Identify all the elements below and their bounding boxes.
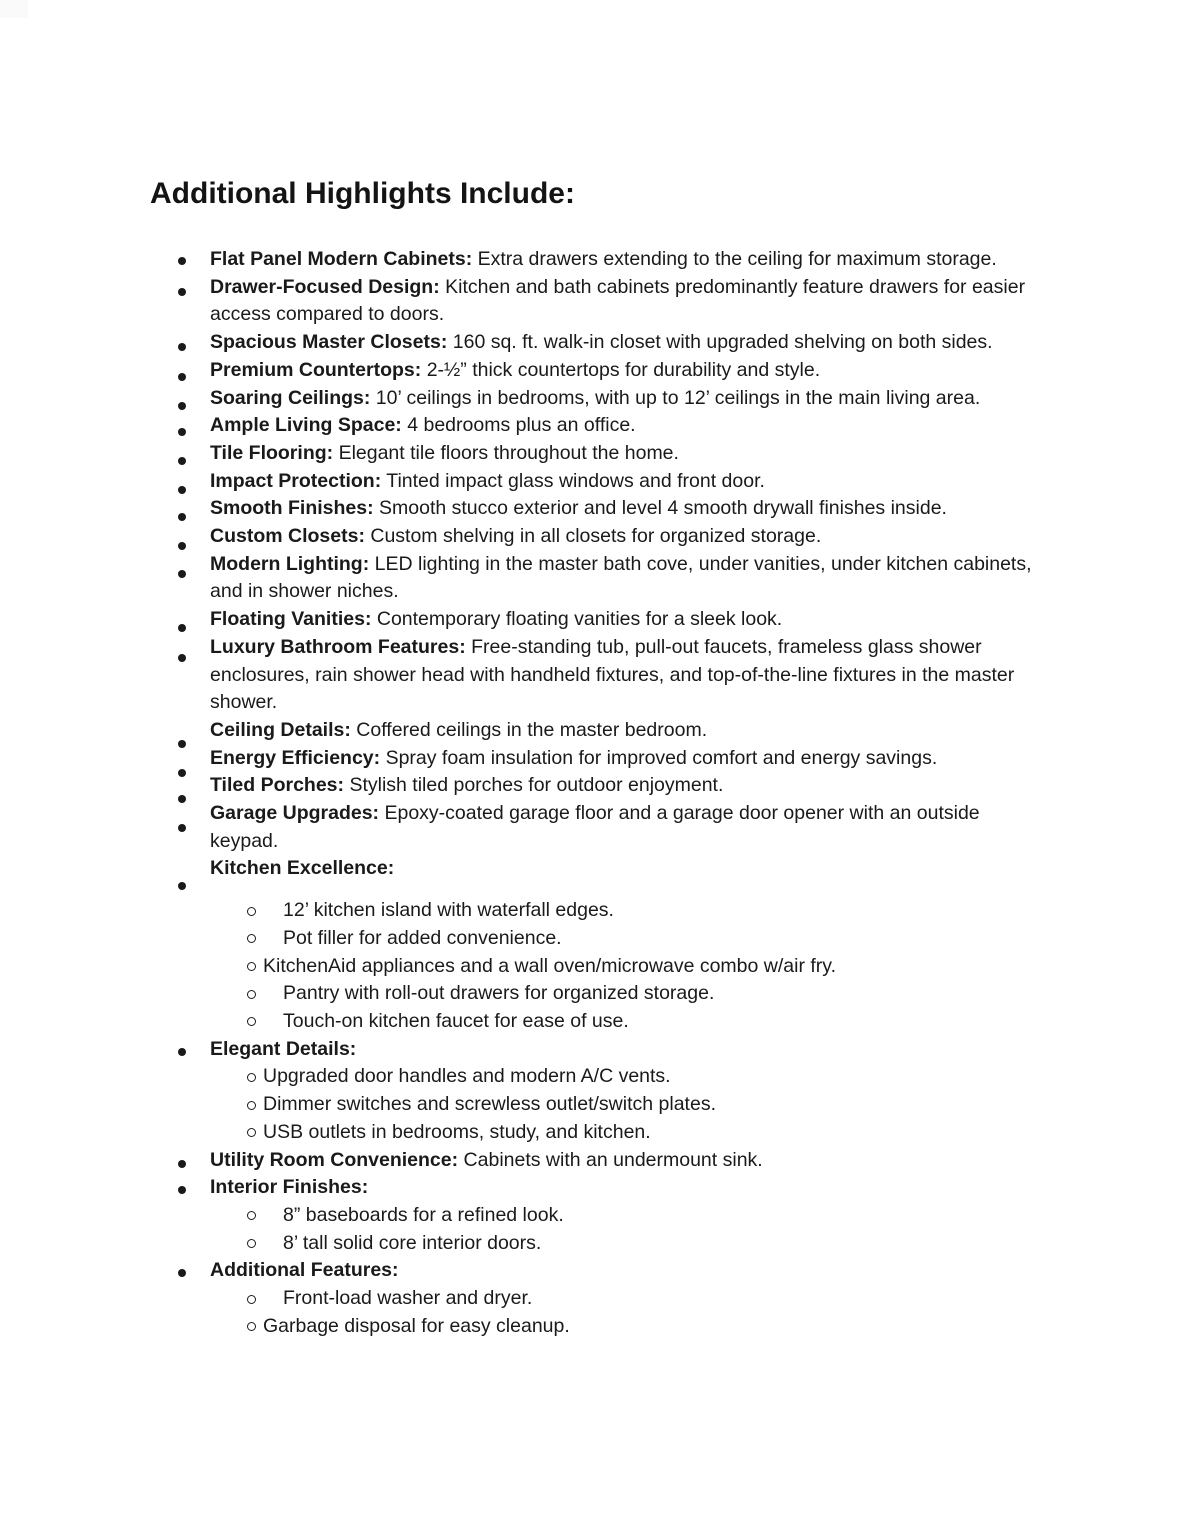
sub-item-text: Dimmer switches and screwless outlet/switch plates. xyxy=(263,1093,716,1116)
item-text: LED lighting in the master bath cove, under vanities, under kitchen cabinets, and in shower niches. xyxy=(210,552,1032,603)
item-text: Custom shelving in all closets for organized storage. xyxy=(370,525,822,548)
item-text: Smooth stucco exterior and level 4 smooth drywall finishes inside. xyxy=(379,497,947,520)
item-text: 4 bedrooms plus an office. xyxy=(407,414,636,437)
bullet-icon xyxy=(178,428,186,436)
sub-list xyxy=(210,1285,1040,1340)
item-text: Stylish tiled porches for outdoor enjoyment. xyxy=(349,774,724,797)
sub-list-item xyxy=(210,1091,1040,1119)
list-item xyxy=(150,717,1040,745)
sub-list-item xyxy=(210,1313,1040,1341)
item-label: Drawer-Focused Design: xyxy=(210,275,440,298)
hollow-bullet-icon xyxy=(247,1101,256,1110)
list-item xyxy=(150,606,1040,634)
hollow-bullet-icon xyxy=(247,962,256,971)
bullet-icon xyxy=(178,1048,186,1056)
item-text: 10’ ceilings in bedrooms, with up to 12’ ceilings in the main living area. xyxy=(375,386,981,409)
bullet-icon xyxy=(178,402,186,410)
hollow-bullet-icon xyxy=(247,990,256,999)
list-item xyxy=(150,745,1040,773)
sub-item-text: 8” baseboards for a refined look. xyxy=(283,1203,564,1226)
sub-item-text: Pot filler for added convenience. xyxy=(283,926,562,949)
item-label: Floating Vanities: xyxy=(210,608,372,631)
list-item xyxy=(150,800,1040,855)
sub-list-item xyxy=(210,980,1040,1008)
list-item xyxy=(150,246,1040,274)
item-label: Kitchen Excellence: xyxy=(210,857,395,880)
sub-item-text: 8’ tall solid core interior doors. xyxy=(283,1231,542,1254)
bullet-icon xyxy=(178,570,186,578)
sub-item-text: Pantry with roll-out drawers for organized storage. xyxy=(283,982,715,1005)
sub-item-text: Garbage disposal for easy cleanup. xyxy=(263,1314,570,1337)
item-label: Interior Finishes: xyxy=(210,1176,369,1199)
sub-list xyxy=(210,1202,1040,1257)
item-label: Flat Panel Modern Cabinets: xyxy=(210,248,473,270)
list-item xyxy=(150,1174,1040,1257)
item-text: 160 sq. ft. walk-in closet with upgraded shelving on both sides. xyxy=(452,331,993,354)
list-item xyxy=(150,274,1040,329)
sub-item-text: USB outlets in bedrooms, study, and kitchen. xyxy=(263,1120,651,1143)
item-text: Contemporary floating vanities for a sleek look. xyxy=(376,608,783,631)
list-item xyxy=(150,1257,1040,1340)
list-item xyxy=(150,1147,1040,1175)
list-item xyxy=(150,551,1040,606)
bullet-icon xyxy=(178,654,186,662)
sub-list xyxy=(210,1063,1040,1146)
highlights-list xyxy=(150,246,1040,1340)
bullet-icon xyxy=(178,343,186,351)
hollow-bullet-icon xyxy=(247,1128,256,1137)
sub-item-text: Touch-on kitchen faucet for ease of use. xyxy=(283,1009,629,1032)
bullet-icon xyxy=(178,824,186,832)
item-label: Additional Features: xyxy=(210,1259,399,1282)
item-text: Tinted impact glass windows and front door. xyxy=(386,469,765,492)
bullet-icon xyxy=(178,1269,186,1277)
sub-list-item xyxy=(210,897,1040,925)
sub-item-text: 12’ kitchen island with waterfall edges. xyxy=(283,899,614,922)
item-text: Spray foam insulation for improved comfort and energy savings. xyxy=(385,746,938,769)
sub-item-text: KitchenAid appliances and a wall oven/microwave combo w/air fry. xyxy=(263,954,836,977)
hollow-bullet-icon xyxy=(247,1211,256,1220)
hollow-bullet-icon xyxy=(247,1322,256,1331)
item-label: Ceiling Details: xyxy=(210,718,351,741)
item-label: Ample Living Space: xyxy=(210,414,402,437)
bullet-icon xyxy=(178,257,186,265)
sub-list-item xyxy=(210,925,1040,953)
item-text: Epoxy-coated garage floor and a garage door opener with an outside keypad. xyxy=(210,802,980,852)
item-label: Tile Flooring: xyxy=(210,441,334,464)
item-label: Spacious Master Closets: xyxy=(210,331,448,354)
hollow-bullet-icon xyxy=(247,934,256,943)
list-item xyxy=(150,772,1040,800)
page-title: Additional Highlights Include: xyxy=(150,177,575,210)
item-label: Utility Room Convenience: xyxy=(210,1148,459,1171)
bullet-icon xyxy=(178,288,186,296)
hollow-bullet-icon xyxy=(247,1017,256,1026)
sub-list-item xyxy=(210,1008,1040,1036)
sub-list xyxy=(210,883,1040,1036)
item-label: Smooth Finishes: xyxy=(210,497,374,520)
item-text: Free-standing tub, pull-out faucets, frameless glass shower enclosures, rain shower head with handheld fixtures, and top-of-the-line fixtures in the master shower. xyxy=(210,635,1015,714)
list-item xyxy=(150,357,1040,385)
scan-edge-artifact xyxy=(0,0,28,18)
item-label: Premium Countertops: xyxy=(210,358,422,381)
item-label: Tiled Porches: xyxy=(210,774,345,797)
bullet-icon xyxy=(178,1186,186,1194)
sub-list-item xyxy=(210,1119,1040,1147)
item-label: Garage Upgrades: xyxy=(210,802,380,825)
item-label: Modern Lighting: xyxy=(210,552,370,575)
bullet-icon xyxy=(178,513,186,521)
list-item xyxy=(150,385,1040,413)
item-label: Impact Protection: xyxy=(210,469,382,492)
bullet-icon xyxy=(178,624,186,632)
sub-list-item xyxy=(210,1230,1040,1258)
sub-item-text: Front-load washer and dryer. xyxy=(283,1287,533,1310)
sub-list-item xyxy=(210,953,1040,981)
bullet-icon xyxy=(178,882,186,890)
sub-list-item xyxy=(210,1202,1040,1230)
hollow-bullet-icon xyxy=(247,1073,256,1082)
bullet-icon xyxy=(178,373,186,381)
list-item xyxy=(150,329,1040,357)
item-label: Elegant Details: xyxy=(210,1037,357,1060)
item-text: Elegant tile floors throughout the home. xyxy=(338,441,679,464)
hollow-bullet-icon xyxy=(247,1239,256,1248)
item-text: Cabinets with an undermount sink. xyxy=(463,1148,763,1171)
bullet-icon xyxy=(178,1160,186,1168)
item-text: Kitchen and bath cabinets predominantly feature drawers for easier access compared to doors. xyxy=(210,275,1026,326)
list-item xyxy=(150,412,1040,440)
list-item xyxy=(150,468,1040,496)
item-label: Soaring Ceilings: xyxy=(210,386,371,409)
sub-list-item xyxy=(210,1063,1040,1091)
list-item xyxy=(150,523,1040,551)
sub-item-text: Upgraded door handles and modern A/C vents. xyxy=(263,1065,671,1088)
item-text: Coffered ceilings in the master bedroom. xyxy=(356,718,708,741)
list-item xyxy=(150,1036,1040,1147)
list-item xyxy=(150,855,1040,1035)
bullet-icon xyxy=(178,457,186,465)
list-item xyxy=(150,634,1040,717)
item-text: Extra drawers extending to the ceiling for maximum storage. xyxy=(477,248,997,270)
hollow-bullet-icon xyxy=(247,1295,256,1304)
sub-list-item xyxy=(210,1285,1040,1313)
hollow-bullet-icon xyxy=(247,907,256,916)
item-label: Luxury Bathroom Features: xyxy=(210,635,466,658)
item-label: Custom Closets: xyxy=(210,525,365,548)
item-text: 2-½” thick countertops for durability and style. xyxy=(426,358,821,381)
bullet-icon xyxy=(178,486,186,494)
list-item xyxy=(150,440,1040,468)
list-item xyxy=(150,495,1040,523)
bullet-icon xyxy=(178,542,186,550)
item-label: Energy Efficiency: xyxy=(210,746,381,769)
